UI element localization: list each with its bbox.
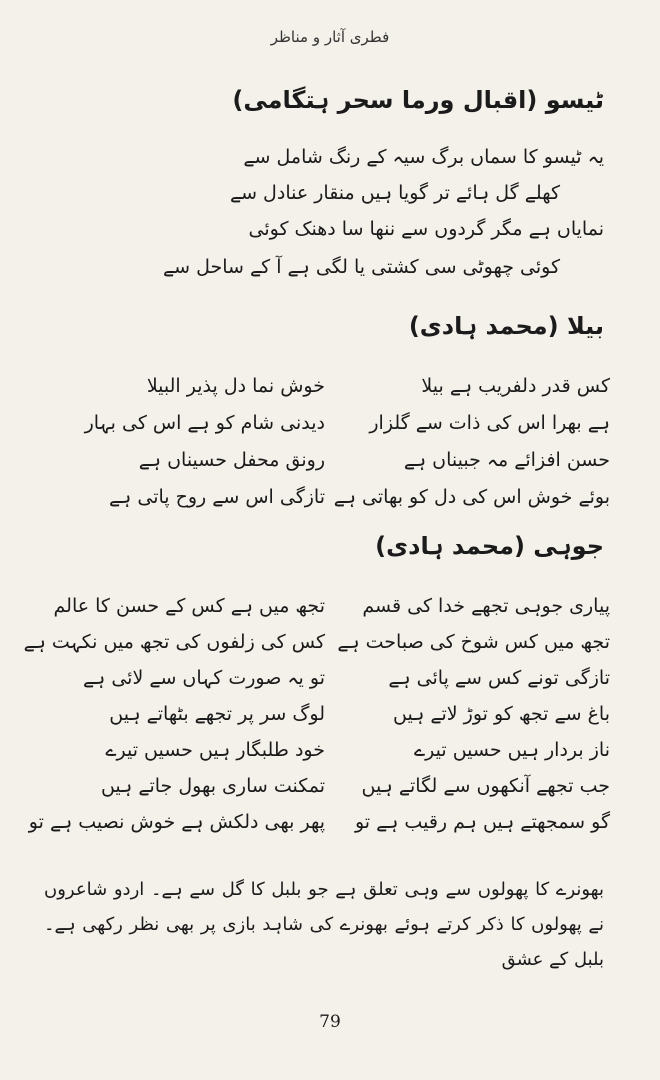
verse-line: پیاری جوہی تجھے خدا کی قسم	[362, 595, 610, 617]
verse-line: حسن افزائے مہ جبیناں ہے	[403, 449, 610, 471]
verse-line: ہے بھرا اس کی ذات سے گلزار	[369, 412, 610, 434]
prose-paragraph: بھونرے کا پھولوں سے وہی تعلق ہے جو بلبل کا گل سے ہے۔ اردو شاعروں نے پھولوں کا ذکر کرتے ہوئے بھونرے کی شاہد بازی پر بھی نظر رکھی ہے۔ بلبل کے عشق	[44, 879, 604, 970]
verse-line: کھلے گل ہائے تر گویا ہیں منقار عنادل سے	[229, 182, 560, 204]
running-head: فطری آثار و مناظر	[270, 28, 390, 46]
verse-column-right	[325, 368, 610, 516]
page-number: 79	[319, 1012, 341, 1032]
verse-column-left	[23, 588, 325, 840]
verse-line: تمکنت ساری بھول جاتے ہیں	[100, 775, 325, 797]
verse-line: جب تجھے آنکھوں سے لگاتے ہیں	[361, 775, 610, 797]
verse-line: گو سمجھتے ہیں ہم رقیب ہے تو	[354, 811, 610, 833]
section-heading-bela: بیلا (محمد ہادی)	[408, 312, 604, 340]
verse-line: باغ سے تجھ کو توڑ لاتے ہیں	[393, 703, 610, 725]
verse-line: تازگی اس سے روح پاتی ہے	[109, 486, 325, 508]
verse-line: تو یہ صورت کہاں سے لائی ہے	[83, 667, 325, 689]
section-heading-tesu: ٹیسو (اقبال ورما سحر ہتگامی)	[232, 86, 604, 114]
verse-line: تازگی تونے کس سے پائی ہے	[388, 667, 610, 689]
verse-line: کوئی چھوٹی سی کشتی یا لگی ہے آ کے ساحل سے	[163, 256, 560, 278]
verse-line: نمایاں ہے مگر گردوں سے ننھا سا دھنک کوئی	[248, 218, 604, 240]
verse-line: کس کی زلفوں کی تجھ میں نکہت ہے	[23, 631, 325, 653]
verse-line: پھر بھی دلکش ہے خوش نصیب ہے تو	[28, 811, 325, 833]
verse-line: خود طلبگار ہیں حسیں تیرے	[105, 739, 325, 761]
verse-line: تجھ میں کس شوخ کی صباحت ہے	[337, 631, 610, 653]
verse-column-right	[325, 588, 610, 840]
verse-line: تجھ میں ہے کس کے حسن کا عالم	[53, 595, 325, 617]
verse-line: دیدنی شام کو ہے اس کی بہار	[84, 412, 325, 434]
verse-line: بوئے خوش اس کی دل کو بھاتی ہے	[333, 486, 610, 508]
verse-column-left	[60, 368, 325, 516]
verse-line: ناز بردار ہیں حسیں تیرے	[414, 739, 610, 761]
verse-line: رونق محفل حسیناں ہے	[138, 449, 325, 471]
verse-line: خوش نما دل پذیر البیلا	[146, 375, 325, 397]
verse-line: لوگ سر پر تجھے بٹھاتے ہیں	[109, 703, 325, 725]
section-heading-juhi: جوہی (محمد ہادی)	[375, 532, 604, 560]
verse-line: یہ ٹیسو کا سماں برگ سیہ کے رنگ شامل سے	[243, 146, 604, 168]
verse-line: کس قدر دلفریب ہے بیلا	[421, 375, 610, 397]
